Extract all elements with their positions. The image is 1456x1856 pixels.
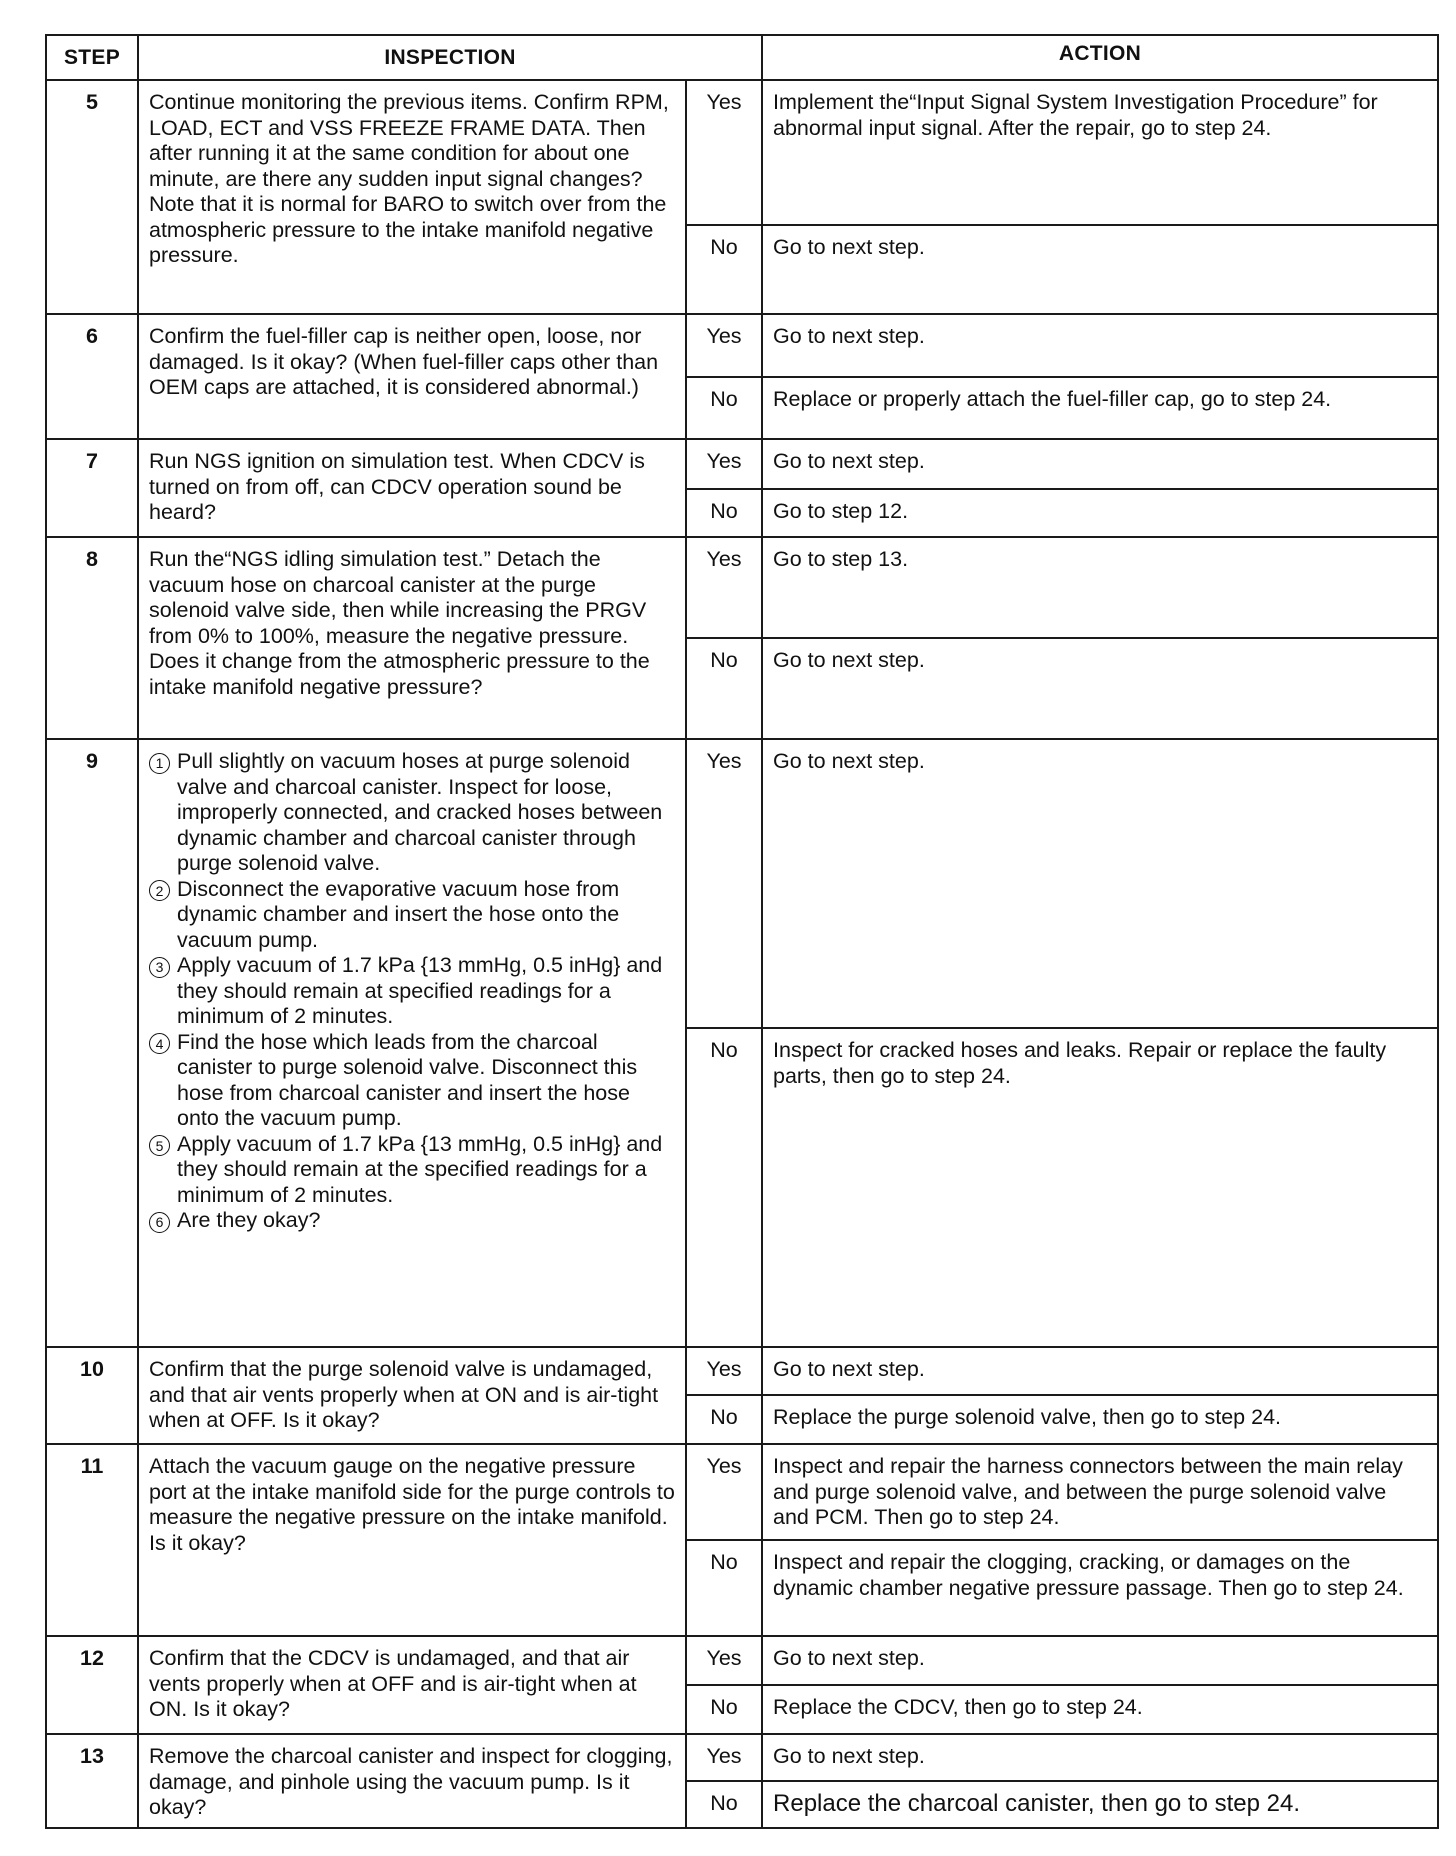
- table-row: [46, 1444, 1438, 1540]
- no-label: No: [686, 225, 762, 314]
- substep-text: Apply vacuum of 1.7 kPa {13 mmHg, 0.5 inHg} and they should remain at specified readings for a minimum of 2 minutes.: [177, 953, 663, 1028]
- substep-number: 5: [149, 1135, 170, 1156]
- substep-number: 1: [149, 753, 170, 774]
- yes-action: Inspect and repair the harness connectors between the main relay and purge solenoid valve, and between the purge solenoid valve and PCM. Then go to step 24.: [762, 1444, 1438, 1540]
- substep: [149, 1132, 675, 1209]
- inspection-text: Remove the charcoal canister and inspect for clogging, damage, and pinhole using the vacuum pump. Is it okay?: [138, 1734, 686, 1828]
- substep-number: 3: [149, 957, 170, 978]
- step-number: 9: [46, 739, 138, 1347]
- no-label: No: [686, 1395, 762, 1444]
- header-step: STEP: [46, 35, 138, 80]
- inspection-text: Attach the vacuum gauge on the negative pressure port at the intake manifold side for the purge controls to measure the negative pressure on the intake manifold. Is it okay?: [138, 1444, 686, 1636]
- step-number: 12: [46, 1636, 138, 1734]
- yes-label: Yes: [686, 1444, 762, 1540]
- yes-action: Implement the“Input Signal System Investigation Procedure” for abnormal input signal. After the repair, go to step 24.: [762, 80, 1438, 225]
- yes-action: Go to next step.: [762, 1347, 1438, 1395]
- table-row: [46, 314, 1438, 377]
- no-action: Go to next step.: [762, 638, 1438, 739]
- header-row: [46, 35, 1438, 80]
- no-action: Replace the charcoal canister, then go to step 24.: [762, 1781, 1438, 1828]
- substep: [149, 749, 675, 877]
- substep-text: Disconnect the evaporative vacuum hose from dynamic chamber and insert the hose onto the vacuum pump.: [177, 876, 620, 952]
- yes-label: Yes: [686, 1347, 762, 1395]
- diagnostic-table: [45, 34, 1439, 1829]
- inspection-text: Run the“NGS idling simulation test.” Detach the vacuum hose on charcoal canister at the purge solenoid valve side, then while increasing the PRGV from 0% to 100%, measure the negative pressure. Does it change from the atmospheric pressure to the intake manifold negative pressure?: [138, 537, 686, 739]
- step-number: 8: [46, 537, 138, 739]
- no-label: No: [686, 1781, 762, 1828]
- no-label: No: [686, 489, 762, 537]
- substep: [149, 1030, 675, 1132]
- table-row: [46, 537, 1438, 638]
- yes-action: Go to next step.: [762, 314, 1438, 377]
- no-action: Replace the purge solenoid valve, then go to step 24.: [762, 1395, 1438, 1444]
- no-action: Replace or properly attach the fuel-filler cap, go to step 24.: [762, 377, 1438, 439]
- yes-label: Yes: [686, 1734, 762, 1781]
- step-number: 11: [46, 1444, 138, 1636]
- yes-action: Go to next step.: [762, 739, 1438, 1028]
- header-action: ACTION: [762, 35, 1438, 80]
- step-number: 10: [46, 1347, 138, 1444]
- substep-number: 6: [149, 1212, 170, 1233]
- substep: [149, 1208, 675, 1234]
- table-row: [46, 1636, 1438, 1685]
- no-label: No: [686, 377, 762, 439]
- inspection-text: Confirm that the purge solenoid valve is undamaged, and that air vents properly when at ON and is air-tight when at OFF. Is it okay?: [138, 1347, 686, 1444]
- inspection-text: Continue monitoring the previous items. Confirm RPM, LOAD, ECT and VSS FREEZE FRAME DATA. Then after running it at the same condition for about one minute, are there any sudden input signal changes? Note that it is normal for BARO to switch over from the atmospheric pressure to the intake manifold negative pressure.: [138, 80, 686, 314]
- yes-label: Yes: [686, 439, 762, 489]
- header-inspection: INSPECTION: [138, 35, 762, 80]
- table-row: [46, 1734, 1438, 1781]
- substep-text: Pull slightly on vacuum hoses at purge solenoid valve and charcoal canister. Inspect for loose, improperly connected, and cracked hoses between dynamic chamber and charcoal canister through purge solenoid valve.: [177, 749, 663, 875]
- inspection-text: Run NGS ignition on simulation test. When CDCV is turned on from off, can CDCV operation sound be heard?: [138, 439, 686, 537]
- yes-action: Go to next step.: [762, 1636, 1438, 1685]
- substep: [149, 877, 675, 954]
- step-number: 7: [46, 439, 138, 537]
- table-row: [46, 80, 1438, 225]
- substep-text: Are they okay?: [177, 1208, 321, 1232]
- no-label: No: [686, 1028, 762, 1347]
- inspection-substeps: [138, 739, 686, 1347]
- table-row: [46, 739, 1438, 1028]
- no-label: No: [686, 1685, 762, 1734]
- yes-label: Yes: [686, 314, 762, 377]
- inspection-text: Confirm that the CDCV is undamaged, and that air vents properly when at OFF and is air-tight when at ON. Is it okay?: [138, 1636, 686, 1734]
- yes-action: Go to step 13.: [762, 537, 1438, 638]
- no-action: Go to step 12.: [762, 489, 1438, 537]
- inspection-text: Confirm the fuel-filler cap is neither open, loose, nor damaged. Is it okay? (When fuel-filler caps other than OEM caps are attached, it is considered abnormal.): [138, 314, 686, 439]
- table-row: [46, 1347, 1438, 1395]
- yes-label: Yes: [686, 537, 762, 638]
- yes-label: Yes: [686, 80, 762, 225]
- no-label: No: [686, 1540, 762, 1636]
- step-number: 13: [46, 1734, 138, 1828]
- substep-number: 2: [149, 880, 170, 901]
- table-row: [46, 439, 1438, 489]
- yes-action: Go to next step.: [762, 439, 1438, 489]
- yes-label: Yes: [686, 1636, 762, 1685]
- step-number: 5: [46, 80, 138, 314]
- diagnostic-table-sheet: [45, 34, 1437, 1829]
- yes-action: Go to next step.: [762, 1734, 1438, 1781]
- substep-text: Find the hose which leads from the charcoal canister to purge solenoid valve. Disconnect this hose from charcoal canister and insert the hose onto the vacuum pump.: [177, 1029, 638, 1130]
- no-action: Go to next step.: [762, 225, 1438, 314]
- substep-number: 4: [149, 1033, 170, 1054]
- substep: [149, 953, 675, 1030]
- no-action: Inspect and repair the clogging, cracking, or damages on the dynamic chamber negative pressure passage. Then go to step 24.: [762, 1540, 1438, 1636]
- step-number: 6: [46, 314, 138, 439]
- no-action: Replace the CDCV, then go to step 24.: [762, 1685, 1438, 1734]
- substep-text: Apply vacuum of 1.7 kPa {13 mmHg, 0.5 inHg} and they should remain at the specified readings for a minimum of 2 minutes.: [177, 1131, 663, 1207]
- no-label: No: [686, 638, 762, 739]
- no-action: Inspect for cracked hoses and leaks. Repair or replace the faulty parts, then go to step 24.: [762, 1028, 1438, 1347]
- yes-label: Yes: [686, 739, 762, 1028]
